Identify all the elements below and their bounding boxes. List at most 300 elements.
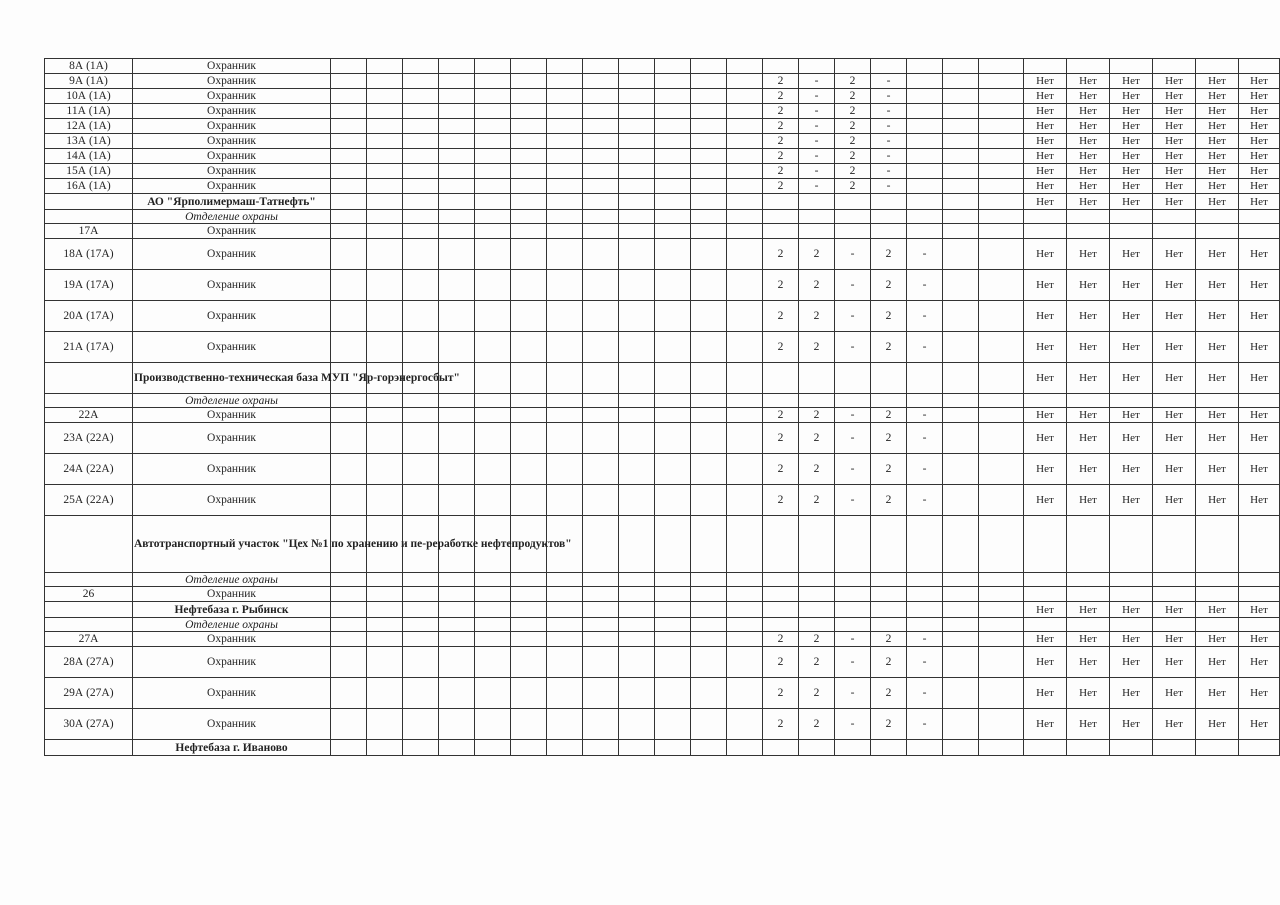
- value-cell: 2: [871, 408, 907, 423]
- value-cell: 2: [871, 678, 907, 709]
- status-cell: Нет: [1024, 678, 1067, 709]
- empty-cell: [979, 647, 1024, 678]
- empty-cell: [943, 408, 979, 423]
- value-cell: -: [907, 678, 943, 709]
- dash-cell: [583, 89, 619, 104]
- empty-cell: [403, 194, 439, 210]
- empty-cell: [979, 740, 1024, 756]
- empty-cell: [943, 573, 979, 587]
- empty-cell: [619, 618, 655, 632]
- status-cell: Нет: [1110, 709, 1153, 740]
- dash-cell: [727, 678, 763, 709]
- value-cell: [871, 224, 907, 239]
- status-cell: Нет: [1024, 164, 1067, 179]
- empty-cell: [799, 602, 835, 618]
- empty-cell: [835, 618, 871, 632]
- value-cell: -: [907, 270, 943, 301]
- status-cell: [1110, 587, 1153, 602]
- empty-cell: [1196, 210, 1239, 224]
- dash-cell: [655, 709, 691, 740]
- status-cell: Нет: [1110, 332, 1153, 363]
- empty-cell: [45, 516, 133, 573]
- dash-cell: [403, 709, 439, 740]
- value-cell: 2: [871, 239, 907, 270]
- status-cell: [1024, 224, 1067, 239]
- status-cell: Нет: [1153, 164, 1196, 179]
- value-cell: 2: [871, 632, 907, 647]
- status-cell: Нет: [1153, 332, 1196, 363]
- dash-cell: [583, 134, 619, 149]
- dash-cell: [403, 149, 439, 164]
- empty-cell: [691, 618, 727, 632]
- empty-cell: [475, 394, 511, 408]
- empty-cell: [1110, 618, 1153, 632]
- dash-cell: [727, 149, 763, 164]
- empty-cell: [583, 210, 619, 224]
- value-cell: 2: [763, 678, 799, 709]
- table-row: [45, 119, 1280, 134]
- empty-cell: [763, 618, 799, 632]
- empty-cell: [943, 394, 979, 408]
- empty-cell: [439, 573, 475, 587]
- status-cell: Нет: [1024, 194, 1067, 210]
- empty-cell: [691, 210, 727, 224]
- dash-cell: [727, 164, 763, 179]
- status-cell: [1024, 587, 1067, 602]
- status-cell: Нет: [1153, 149, 1196, 164]
- dash-cell: [331, 149, 367, 164]
- dash-cell: [439, 301, 475, 332]
- empty-cell: [835, 194, 871, 210]
- status-cell: Нет: [1153, 270, 1196, 301]
- empty-cell: [547, 194, 583, 210]
- value-cell: 2: [799, 423, 835, 454]
- empty-cell: [1110, 210, 1153, 224]
- status-cell: [1153, 587, 1196, 602]
- value-cell: 2: [763, 89, 799, 104]
- empty-cell: [45, 740, 133, 756]
- empty-cell: [943, 74, 979, 89]
- empty-cell: [1196, 618, 1239, 632]
- dash-cell: [727, 270, 763, 301]
- status-cell: Нет: [1153, 119, 1196, 134]
- value-cell: 2: [835, 179, 871, 194]
- table-row: [45, 618, 1280, 632]
- dash-cell: [691, 423, 727, 454]
- empty-cell: [511, 210, 547, 224]
- value-cell: -: [835, 239, 871, 270]
- status-cell: Нет: [1196, 119, 1239, 134]
- value-cell: [907, 74, 943, 89]
- empty-cell: [367, 194, 403, 210]
- status-cell: Нет: [1024, 104, 1067, 119]
- empty-cell: [943, 134, 979, 149]
- dash-cell: [727, 74, 763, 89]
- position-name: Охранник: [133, 678, 331, 709]
- value-cell: [763, 224, 799, 239]
- dash-cell: [439, 149, 475, 164]
- dash-cell: [367, 587, 403, 602]
- value-cell: -: [835, 332, 871, 363]
- value-cell: [907, 89, 943, 104]
- empty-cell: [511, 394, 547, 408]
- empty-cell: [691, 602, 727, 618]
- dash-cell: [583, 647, 619, 678]
- empty-cell: [979, 210, 1024, 224]
- dash-cell: [475, 678, 511, 709]
- empty-cell: [475, 602, 511, 618]
- empty-cell: [943, 516, 979, 573]
- dash-cell: [367, 239, 403, 270]
- status-cell: Нет: [1153, 678, 1196, 709]
- dash-cell: [439, 179, 475, 194]
- dash-cell: [727, 332, 763, 363]
- status-cell: Нет: [1110, 149, 1153, 164]
- empty-cell: [727, 194, 763, 210]
- status-cell: Нет: [1110, 164, 1153, 179]
- dash-cell: [331, 678, 367, 709]
- status-cell: [1196, 224, 1239, 239]
- status-cell: Нет: [1239, 647, 1280, 678]
- empty-cell: [367, 210, 403, 224]
- value-cell: 2: [799, 632, 835, 647]
- value-cell: [871, 59, 907, 74]
- dash-cell: [691, 59, 727, 74]
- value-cell: 2: [871, 709, 907, 740]
- dash-cell: [691, 89, 727, 104]
- value-cell: 2: [763, 149, 799, 164]
- empty-cell: [1239, 618, 1280, 632]
- dash-cell: [403, 485, 439, 516]
- status-cell: [1239, 516, 1280, 573]
- dash-cell: [439, 104, 475, 119]
- status-cell: Нет: [1153, 134, 1196, 149]
- dash-cell: [727, 301, 763, 332]
- dash-cell: [475, 423, 511, 454]
- section-title: Отделение охраны: [133, 394, 331, 408]
- dash-cell: [619, 104, 655, 119]
- value-cell: [907, 224, 943, 239]
- dash-cell: [619, 164, 655, 179]
- dash-cell: [511, 709, 547, 740]
- value-cell: -: [907, 709, 943, 740]
- dash-cell: [511, 632, 547, 647]
- empty-cell: [943, 194, 979, 210]
- dash-cell: [403, 239, 439, 270]
- value-cell: 2: [763, 239, 799, 270]
- organization-title: Производственно-техническая база МУП "Яр-горэнергосбыт": [133, 363, 331, 394]
- status-cell: [1110, 224, 1153, 239]
- empty-cell: [799, 194, 835, 210]
- table-row: [45, 363, 1280, 394]
- empty-cell: [691, 394, 727, 408]
- empty-cell: [511, 602, 547, 618]
- status-cell: Нет: [1067, 332, 1110, 363]
- empty-cell: [547, 363, 583, 394]
- empty-cell: [763, 516, 799, 573]
- status-cell: Нет: [1239, 363, 1280, 394]
- dash-cell: [331, 301, 367, 332]
- position-name: Охранник: [133, 709, 331, 740]
- dash-cell: [511, 270, 547, 301]
- table-row: [45, 740, 1280, 756]
- empty-cell: [1024, 394, 1067, 408]
- table-row: [45, 332, 1280, 363]
- value-cell: 2: [835, 89, 871, 104]
- status-cell: [1110, 516, 1153, 573]
- dash-cell: [331, 632, 367, 647]
- dash-cell: [583, 301, 619, 332]
- dash-cell: [655, 59, 691, 74]
- status-cell: [1110, 59, 1153, 74]
- value-cell: 2: [763, 423, 799, 454]
- value-cell: 2: [871, 423, 907, 454]
- dash-cell: [547, 134, 583, 149]
- workplace-id: 27А: [45, 632, 133, 647]
- status-cell: Нет: [1110, 301, 1153, 332]
- dash-cell: [691, 632, 727, 647]
- empty-cell: [979, 394, 1024, 408]
- status-cell: Нет: [1024, 423, 1067, 454]
- empty-cell: [835, 740, 871, 756]
- table-row: [45, 239, 1280, 270]
- dash-cell: [619, 454, 655, 485]
- dash-cell: [403, 647, 439, 678]
- dash-cell: [367, 301, 403, 332]
- dash-cell: [475, 164, 511, 179]
- empty-cell: [45, 618, 133, 632]
- empty-cell: [655, 516, 691, 573]
- workplace-id: 20А (17А): [45, 301, 133, 332]
- status-cell: Нет: [1239, 632, 1280, 647]
- table-row: [45, 194, 1280, 210]
- status-cell: Нет: [1239, 194, 1280, 210]
- empty-cell: [943, 647, 979, 678]
- dash-cell: [727, 224, 763, 239]
- status-cell: [1196, 587, 1239, 602]
- dash-cell: [511, 678, 547, 709]
- empty-cell: [907, 394, 943, 408]
- workplace-id: 8А (1А): [45, 59, 133, 74]
- empty-cell: [403, 618, 439, 632]
- section-title: Отделение охраны: [133, 210, 331, 224]
- dash-cell: [619, 179, 655, 194]
- empty-cell: [943, 104, 979, 119]
- empty-cell: [727, 602, 763, 618]
- empty-cell: [583, 194, 619, 210]
- value-cell: 2: [763, 179, 799, 194]
- status-cell: Нет: [1153, 647, 1196, 678]
- section-title: Отделение охраны: [133, 573, 331, 587]
- dash-cell: [691, 164, 727, 179]
- value-cell: 2: [799, 485, 835, 516]
- dash-cell: [691, 485, 727, 516]
- value-cell: -: [835, 647, 871, 678]
- dash-cell: [691, 239, 727, 270]
- status-cell: Нет: [1067, 454, 1110, 485]
- empty-cell: [763, 602, 799, 618]
- empty-cell: [1024, 210, 1067, 224]
- empty-cell: [943, 363, 979, 394]
- empty-cell: [835, 516, 871, 573]
- value-cell: -: [871, 179, 907, 194]
- status-cell: Нет: [1239, 332, 1280, 363]
- dash-cell: [727, 485, 763, 516]
- workplace-id: 23А (22А): [45, 423, 133, 454]
- empty-cell: [583, 602, 619, 618]
- workplace-id: 29А (27А): [45, 678, 133, 709]
- empty-cell: [511, 740, 547, 756]
- empty-cell: [583, 516, 619, 573]
- empty-cell: [727, 573, 763, 587]
- dash-cell: [727, 632, 763, 647]
- value-cell: -: [871, 89, 907, 104]
- value-cell: -: [907, 239, 943, 270]
- status-cell: Нет: [1239, 423, 1280, 454]
- empty-cell: [45, 363, 133, 394]
- status-cell: [1067, 740, 1110, 756]
- empty-cell: [979, 59, 1024, 74]
- dash-cell: [547, 423, 583, 454]
- status-cell: [1239, 587, 1280, 602]
- empty-cell: [619, 602, 655, 618]
- dash-cell: [691, 149, 727, 164]
- dash-cell: [655, 179, 691, 194]
- empty-cell: [979, 618, 1024, 632]
- dash-cell: [331, 454, 367, 485]
- status-cell: Нет: [1110, 647, 1153, 678]
- status-cell: [1024, 740, 1067, 756]
- empty-cell: [943, 618, 979, 632]
- status-cell: Нет: [1239, 74, 1280, 89]
- dash-cell: [727, 408, 763, 423]
- table-row: [45, 301, 1280, 332]
- dash-cell: [619, 709, 655, 740]
- dash-cell: [331, 104, 367, 119]
- status-cell: [1239, 224, 1280, 239]
- value-cell: -: [835, 301, 871, 332]
- dash-cell: [403, 587, 439, 602]
- table-row: [45, 59, 1280, 74]
- value-cell: -: [871, 134, 907, 149]
- empty-cell: [439, 210, 475, 224]
- dash-cell: [331, 647, 367, 678]
- empty-cell: [367, 740, 403, 756]
- empty-cell: [943, 59, 979, 74]
- status-cell: Нет: [1067, 270, 1110, 301]
- table-row: [45, 134, 1280, 149]
- dash-cell: [547, 632, 583, 647]
- dash-cell: [619, 301, 655, 332]
- empty-cell: [943, 210, 979, 224]
- dash-cell: [439, 119, 475, 134]
- empty-cell: [763, 394, 799, 408]
- dash-cell: [367, 119, 403, 134]
- empty-cell: [45, 602, 133, 618]
- dash-cell: [655, 423, 691, 454]
- dash-cell: [511, 485, 547, 516]
- position-name: Охранник: [133, 454, 331, 485]
- empty-cell: [547, 618, 583, 632]
- status-cell: Нет: [1067, 194, 1110, 210]
- workplace-id: 28А (27А): [45, 647, 133, 678]
- status-cell: Нет: [1196, 270, 1239, 301]
- empty-cell: [403, 740, 439, 756]
- status-cell: Нет: [1196, 485, 1239, 516]
- dash-cell: [619, 59, 655, 74]
- dash-cell: [439, 164, 475, 179]
- dash-cell: [619, 119, 655, 134]
- dash-cell: [475, 587, 511, 602]
- empty-cell: [1153, 573, 1196, 587]
- status-cell: Нет: [1024, 408, 1067, 423]
- status-cell: Нет: [1067, 408, 1110, 423]
- empty-cell: [727, 210, 763, 224]
- empty-cell: [835, 602, 871, 618]
- dash-cell: [691, 647, 727, 678]
- table-row: [45, 423, 1280, 454]
- dash-cell: [619, 678, 655, 709]
- dash-cell: [331, 709, 367, 740]
- value-cell: -: [907, 408, 943, 423]
- value-cell: [907, 119, 943, 134]
- empty-cell: [907, 740, 943, 756]
- status-cell: Нет: [1153, 408, 1196, 423]
- value-cell: -: [907, 332, 943, 363]
- dash-cell: [367, 647, 403, 678]
- dash-cell: [475, 224, 511, 239]
- empty-cell: [331, 740, 367, 756]
- empty-cell: [475, 740, 511, 756]
- value-cell: -: [907, 632, 943, 647]
- dash-cell: [691, 408, 727, 423]
- dash-cell: [583, 332, 619, 363]
- status-cell: Нет: [1153, 194, 1196, 210]
- empty-cell: [331, 210, 367, 224]
- empty-cell: [763, 573, 799, 587]
- dash-cell: [439, 270, 475, 301]
- dash-cell: [403, 59, 439, 74]
- dash-cell: [403, 134, 439, 149]
- value-cell: -: [907, 423, 943, 454]
- value-cell: -: [799, 179, 835, 194]
- position-name: Охранник: [133, 587, 331, 602]
- dash-cell: [331, 408, 367, 423]
- workplace-id: 26: [45, 587, 133, 602]
- status-cell: Нет: [1196, 179, 1239, 194]
- value-cell: [907, 587, 943, 602]
- table-row: [45, 179, 1280, 194]
- status-cell: Нет: [1024, 89, 1067, 104]
- status-cell: Нет: [1196, 104, 1239, 119]
- value-cell: 2: [835, 164, 871, 179]
- status-cell: Нет: [1153, 179, 1196, 194]
- status-cell: [1110, 740, 1153, 756]
- workplace-id: 22А: [45, 408, 133, 423]
- status-cell: Нет: [1110, 678, 1153, 709]
- empty-cell: [45, 210, 133, 224]
- table-row: [45, 647, 1280, 678]
- empty-cell: [655, 194, 691, 210]
- dash-cell: [367, 89, 403, 104]
- empty-cell: [619, 516, 655, 573]
- workplace-id: 21А (17А): [45, 332, 133, 363]
- empty-cell: [1196, 394, 1239, 408]
- empty-cell: [799, 394, 835, 408]
- dash-cell: [547, 224, 583, 239]
- dash-cell: [619, 423, 655, 454]
- dash-cell: [619, 224, 655, 239]
